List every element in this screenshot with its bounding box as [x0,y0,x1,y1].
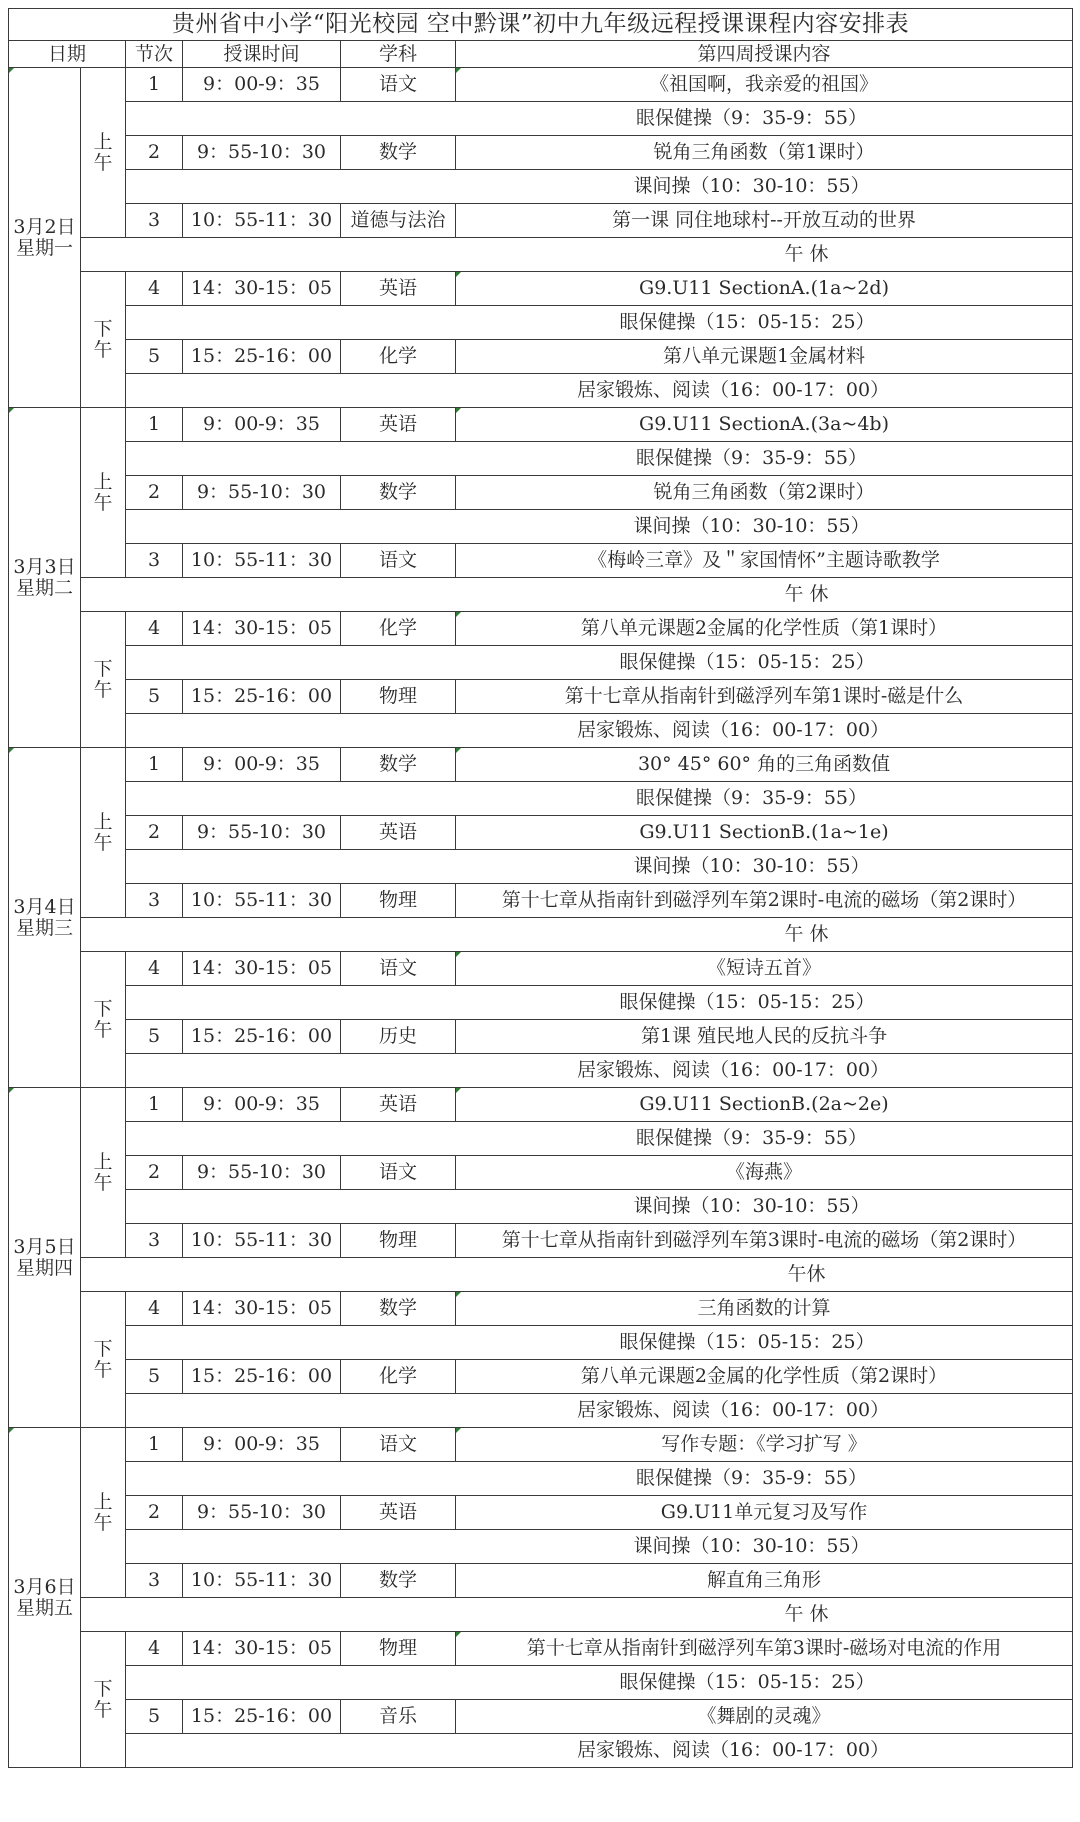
lesson-time: 10：55-11：30 [183,1564,341,1598]
lesson-content: 《梅岭三章》及＂家国情怀”主题诗歌教学 [456,544,1073,578]
period-number: 1 [126,1428,183,1462]
lesson-time: 9：00-9：35 [183,68,341,102]
period-number: 1 [126,68,183,102]
table-row [9,136,1073,170]
lesson-content: 第十七章从指南针到磁浮列车第1课时-磁是什么 [456,680,1073,714]
table-row [9,408,1073,442]
table-row [9,1530,1073,1564]
lesson-time: 10：55-11：30 [183,1224,341,1258]
home-exercise: 居家锻炼、阅读（16：00-17：00） [126,1394,1073,1428]
period-number: 5 [126,680,183,714]
period-number: 4 [126,272,183,306]
morning-label: 上 午 [81,68,126,238]
table-row [9,340,1073,374]
eye-exercise-pm: 眼保健操（15：05-15：25） [126,306,1073,340]
lesson-time: 9：55-10：30 [183,1496,341,1530]
table-row [9,544,1073,578]
table-row [9,1564,1073,1598]
table-title: 贵州省中小学“阳光校园 空中黔课”初中九年级远程授课课程内容安排表 [9,9,1073,41]
home-exercise: 居家锻炼、阅读（16：00-17：00） [126,1734,1073,1768]
table-row [9,578,1073,612]
table-row [9,476,1073,510]
lesson-time: 9：00-9：35 [183,748,341,782]
day-date: 3月2日 [13,215,76,238]
period-number: 3 [126,204,183,238]
lesson-subject: 英语 [341,272,456,306]
lesson-subject: 数学 [341,136,456,170]
lesson-subject: 语文 [341,1156,456,1190]
lesson-subject: 英语 [341,1496,456,1530]
home-exercise: 居家锻炼、阅读（16：00-17：00） [126,374,1073,408]
home-exercise: 居家锻炼、阅读（16：00-17：00） [126,1054,1073,1088]
table-row [9,204,1073,238]
lunch-break: 午休 [81,1258,1073,1292]
table-row [9,884,1073,918]
break-exercise: 课间操（10：30-10：55） [126,510,1073,544]
period-number: 3 [126,1224,183,1258]
lesson-content: G9.U11 SectionB.(2a~2e) [456,1088,1073,1122]
table-row [9,1394,1073,1428]
table-row [9,816,1073,850]
lesson-subject: 历史 [341,1020,456,1054]
lesson-content: 三角函数的计算 [456,1292,1073,1326]
table-row [9,1190,1073,1224]
eye-exercise-pm: 眼保健操（15：05-15：25） [126,1326,1073,1360]
lesson-subject: 物理 [341,680,456,714]
period-number: 4 [126,952,183,986]
break-exercise: 课间操（10：30-10：55） [126,1190,1073,1224]
lesson-subject: 语文 [341,1428,456,1462]
lesson-subject: 数学 [341,748,456,782]
period-number: 2 [126,1156,183,1190]
lesson-time: 14：30-15：05 [183,612,341,646]
table-row [9,1734,1073,1768]
lesson-time: 9：00-9：35 [183,1088,341,1122]
day-date: 3月3日 [13,555,76,578]
day-date-cell [9,748,81,1088]
lesson-content: G9.U11 SectionA.(1a~2d) [456,272,1073,306]
table-row [9,442,1073,476]
header-subject: 学科 [341,41,456,68]
period-number: 4 [126,1632,183,1666]
day-date-cell [9,68,81,408]
table-row [9,1224,1073,1258]
lesson-subject: 语文 [341,68,456,102]
day-date-cell [9,1088,81,1428]
day-date: 3月6日 [13,1575,76,1598]
table-row [9,612,1073,646]
day-date: 3月4日 [13,895,76,918]
lunch-break: 午 休 [81,238,1073,272]
break-exercise: 课间操（10：30-10：55） [126,850,1073,884]
header-date: 日期 [9,41,126,68]
morning-label: 上 午 [81,1088,126,1258]
table-row [9,918,1073,952]
day-weekday: 星期二 [15,576,73,599]
period-number: 4 [126,1292,183,1326]
lunch-break: 午 休 [81,578,1073,612]
lesson-time: 9：55-10：30 [183,136,341,170]
lesson-content: 《海燕》 [456,1156,1073,1190]
table-row [9,1598,1073,1632]
break-exercise: 课间操（10：30-10：55） [126,1530,1073,1564]
lesson-subject: 英语 [341,816,456,850]
table-row [9,510,1073,544]
table-row [9,306,1073,340]
period-number: 5 [126,340,183,374]
lesson-time: 10：55-11：30 [183,884,341,918]
lesson-content: 第十七章从指南针到磁浮列车第3课时-磁场对电流的作用 [456,1632,1073,1666]
table-row [9,986,1073,1020]
table-row [9,1496,1073,1530]
lesson-content: 第八单元课题2金属的化学性质（第2课时） [456,1360,1073,1394]
table-row [9,1326,1073,1360]
table-row [9,1462,1073,1496]
eye-exercise-pm: 眼保健操（15：05-15：25） [126,986,1073,1020]
table-row [9,1632,1073,1666]
table-row [9,1666,1073,1700]
period-number: 4 [126,612,183,646]
morning-label: 上 午 [81,748,126,918]
table-row [9,374,1073,408]
lesson-subject: 物理 [341,1632,456,1666]
lesson-time: 15：25-16：00 [183,1020,341,1054]
period-number: 3 [126,544,183,578]
afternoon-label: 下 午 [81,1292,126,1428]
lesson-subject: 音乐 [341,1700,456,1734]
lesson-content: 第十七章从指南针到磁浮列车第2课时-电流的磁场（第2课时） [456,884,1073,918]
period-number: 5 [126,1360,183,1394]
lesson-subject: 化学 [341,340,456,374]
table-row [9,1088,1073,1122]
lesson-content: G9.U11 SectionB.(1a~1e) [456,816,1073,850]
lesson-content: 第八单元课题1金属材料 [456,340,1073,374]
lesson-time: 9：55-10：30 [183,816,341,850]
table-row [9,680,1073,714]
table-row [9,68,1073,102]
lesson-subject: 数学 [341,1292,456,1326]
table-row [9,238,1073,272]
lesson-subject: 数学 [341,1564,456,1598]
table-row [9,1428,1073,1462]
lesson-time: 14：30-15：05 [183,952,341,986]
lesson-time: 15：25-16：00 [183,340,341,374]
header-period: 节次 [126,41,183,68]
lesson-content: 写作专题：《学习扩写 》 [456,1428,1073,1462]
lesson-time: 10：55-11：30 [183,204,341,238]
lunch-break: 午 休 [81,918,1073,952]
lesson-subject: 化学 [341,612,456,646]
table-row [9,748,1073,782]
day-date-cell [9,408,81,748]
period-number: 5 [126,1700,183,1734]
table-row [9,782,1073,816]
lesson-time: 14：30-15：05 [183,1292,341,1326]
lesson-time: 15：25-16：00 [183,680,341,714]
table-row [9,1122,1073,1156]
morning-label: 上 午 [81,408,126,578]
table-row [9,1020,1073,1054]
day-weekday: 星期三 [15,916,73,939]
lesson-subject: 英语 [341,408,456,442]
lesson-time: 9：00-9：35 [183,408,341,442]
period-number: 1 [126,408,183,442]
lesson-subject: 道德与法治 [341,204,456,238]
lesson-subject: 语文 [341,952,456,986]
lesson-subject: 物理 [341,884,456,918]
lesson-time: 14：30-15：05 [183,1632,341,1666]
table-row [9,952,1073,986]
lesson-time: 15：25-16：00 [183,1360,341,1394]
table-row [9,1156,1073,1190]
lesson-content: 第一课 同住地球村--开放互动的世界 [456,204,1073,238]
lesson-subject: 数学 [341,476,456,510]
eye-exercise-am: 眼保健操（9：35-9：55） [126,782,1073,816]
header-time: 授课时间 [183,41,341,68]
lesson-time: 14：30-15：05 [183,272,341,306]
lesson-content: 第1课 殖民地人民的反抗斗争 [456,1020,1073,1054]
lesson-content: 锐角三角函数（第1课时） [456,136,1073,170]
day-weekday: 星期五 [15,1596,73,1619]
table-row [9,170,1073,204]
table-row [9,1360,1073,1394]
period-number: 2 [126,1496,183,1530]
table-row [9,1258,1073,1292]
table-row [9,272,1073,306]
day-date: 3月5日 [13,1235,76,1258]
lesson-content: 30° 45° 60° 角的三角函数值 [456,748,1073,782]
afternoon-label: 下 午 [81,612,126,748]
home-exercise: 居家锻炼、阅读（16：00-17：00） [126,714,1073,748]
lesson-subject: 英语 [341,1088,456,1122]
table-row [9,1054,1073,1088]
header-content: 第四周授课内容 [456,41,1073,68]
lesson-content: 解直角三角形 [456,1564,1073,1598]
lesson-content: 第八单元课题2金属的化学性质（第1课时） [456,612,1073,646]
period-number: 2 [126,476,183,510]
lesson-content: 锐角三角函数（第2课时） [456,476,1073,510]
lesson-time: 9：00-9：35 [183,1428,341,1462]
period-number: 3 [126,884,183,918]
afternoon-label: 下 午 [81,952,126,1088]
lesson-content: 《祖国啊，我亲爱的祖国》 [456,68,1073,102]
day-date-cell [9,1428,81,1768]
lunch-break: 午 休 [81,1598,1073,1632]
day-weekday: 星期一 [15,236,73,259]
morning-label: 上 午 [81,1428,126,1598]
period-number: 1 [126,748,183,782]
lesson-content: 《短诗五首》 [456,952,1073,986]
lesson-content: 《舞剧的灵魂》 [456,1700,1073,1734]
eye-exercise-am: 眼保健操（9：35-9：55） [126,442,1073,476]
period-number: 2 [126,136,183,170]
lesson-content: 第十七章从指南针到磁浮列车第3课时-电流的磁场（第2课时） [456,1224,1073,1258]
period-number: 3 [126,1564,183,1598]
table-row [9,714,1073,748]
afternoon-label: 下 午 [81,272,126,408]
lesson-time: 9：55-10：30 [183,476,341,510]
table-row [9,646,1073,680]
lesson-subject: 语文 [341,544,456,578]
eye-exercise-pm: 眼保健操（15：05-15：25） [126,646,1073,680]
lesson-time: 15：25-16：00 [183,1700,341,1734]
table-row [9,1292,1073,1326]
break-exercise: 课间操（10：30-10：55） [126,170,1073,204]
eye-exercise-am: 眼保健操（9：35-9：55） [126,1462,1073,1496]
lesson-subject: 化学 [341,1360,456,1394]
eye-exercise-am: 眼保健操（9：35-9：55） [126,1122,1073,1156]
table-row [9,850,1073,884]
schedule-table [8,8,1073,1768]
day-weekday: 星期四 [15,1256,73,1279]
period-number: 2 [126,816,183,850]
table-row [9,102,1073,136]
period-number: 1 [126,1088,183,1122]
afternoon-label: 下 午 [81,1632,126,1768]
lesson-content: G9.U11单元复习及写作 [456,1496,1073,1530]
period-number: 5 [126,1020,183,1054]
lesson-content: G9.U11 SectionA.(3a~4b) [456,408,1073,442]
table-row [9,1700,1073,1734]
lesson-subject: 物理 [341,1224,456,1258]
lesson-time: 10：55-11：30 [183,544,341,578]
eye-exercise-am: 眼保健操（9：35-9：55） [126,102,1073,136]
eye-exercise-pm: 眼保健操（15：05-15：25） [126,1666,1073,1700]
lesson-time: 9：55-10：30 [183,1156,341,1190]
